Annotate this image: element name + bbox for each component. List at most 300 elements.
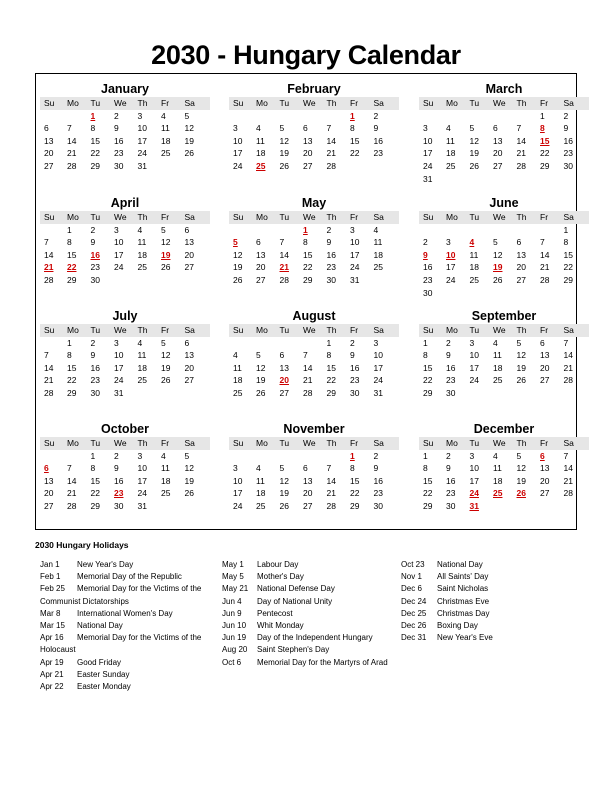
day-cell: 11 [256,135,265,146]
day-cell: 25 [233,387,243,398]
day-cell: 28 [540,274,550,285]
holiday-day-cell: 19 [161,249,171,260]
day-cell: 15 [350,135,360,146]
day-cell: 7 [303,350,308,361]
holiday-item [401,632,493,644]
day-cell: 6 [184,337,190,348]
weekday-label: Th [516,325,527,335]
weekday-label: Tu [90,98,101,108]
weekday-label: Tu [279,98,290,108]
day-cell: 29 [423,387,433,398]
week-row [229,450,399,463]
holiday-item [222,632,388,644]
day-cell: 13 [303,475,313,486]
holiday-day-cell: 22 [67,262,77,273]
day-cell: 24 [114,375,124,386]
day-cell: 7 [326,463,332,474]
weekday-label: Mo [67,212,79,222]
day-cell: 14 [44,362,54,373]
day-cell: 23 [373,488,383,499]
day-cell: 28 [67,160,77,171]
day-cell: 24 [373,375,383,386]
day-cell: 14 [303,362,313,373]
day-cell: 11 [161,123,170,134]
holiday-item [222,644,388,656]
holiday-date: Jun 4 [222,596,242,606]
holiday-item [40,669,201,681]
day-cell: 1 [563,224,569,235]
weekday-label: Su [233,98,244,108]
day-cell: 18 [137,249,147,260]
day-cell: 7 [279,237,285,248]
holiday-date: Apr 19 [40,657,64,667]
weekday-label: Th [137,98,148,108]
empty-cell [419,110,443,123]
day-cell: 29 [326,387,336,398]
week-row [40,224,210,237]
day-cell: 4 [233,350,238,361]
weekday-label: Tu [279,325,290,335]
holiday-item [222,583,388,595]
holiday-item [401,620,493,632]
month-name: April [110,196,140,210]
day-cell: 20 [303,488,313,499]
week-row [40,261,210,274]
day-cell: 20 [256,262,266,273]
day-cell: 31 [350,274,360,285]
month-december [419,421,589,513]
weekday-label: We [114,212,127,222]
weekday-label: Su [44,325,55,335]
week-row [419,487,589,500]
day-cell: 28 [516,160,526,171]
day-cell: 2 [423,237,428,248]
weekday-label: Fr [161,325,170,335]
day-cell: 7 [563,450,569,461]
day-cell: 11 [446,135,455,146]
week-row [40,249,210,262]
empty-cell [111,274,135,287]
holiday-name: Christmas Day [437,608,490,618]
day-cell: 1 [423,337,428,348]
weekday-label: Fr [350,325,359,335]
holiday-name: Easter Monday [77,682,131,692]
day-cell: 29 [67,274,77,285]
day-cell: 11 [256,475,265,486]
day-cell: 3 [446,237,451,248]
day-cell: 22 [90,488,100,499]
day-cell: 17 [469,362,479,373]
month-name: August [292,309,336,323]
weekday-label: We [493,438,506,448]
day-cell: 21 [540,262,550,273]
day-cell: 13 [184,350,194,361]
holiday-day-cell: 25 [493,488,503,499]
empty-cell [277,110,301,123]
day-cell: 30 [90,274,100,285]
week-row [419,450,589,463]
weekday-label: Tu [279,438,290,448]
day-cell: 24 [114,262,124,273]
week-row [229,500,399,513]
day-cell: 23 [326,262,336,273]
day-cell: 16 [423,262,433,273]
holiday-day-cell: 6 [540,450,545,461]
holiday-date: Feb 25 [40,584,65,594]
empty-cell [561,500,585,513]
week-row [419,462,589,475]
day-cell: 6 [303,463,308,474]
holiday-name: Christmas Eve [437,596,490,606]
month-april [40,195,210,287]
day-cell: 2 [326,224,332,235]
month-september [419,308,589,400]
day-cell: 24 [350,262,360,273]
holiday-day-cell: 19 [493,262,503,273]
day-cell: 13 [493,135,503,146]
weekday-label: We [114,98,127,108]
weekday-header [229,324,399,337]
holiday-date: Dec 31 [401,633,427,643]
day-cell: 10 [350,237,360,248]
weekday-label: Sa [373,212,384,222]
holiday-name: New Year's Day [77,560,134,569]
day-cell: 28 [279,274,289,285]
day-cell: 31 [423,173,433,184]
weekday-label: Su [233,438,244,448]
day-cell: 6 [540,337,545,348]
day-cell: 4 [256,463,261,474]
holiday-item [222,620,388,632]
week-row [419,274,589,287]
empty-cell [537,387,561,400]
holiday-day-cell: 15 [540,135,550,146]
weekday-label: Sa [563,438,574,448]
day-cell: 1 [540,110,545,121]
day-cell: 18 [233,375,243,386]
day-cell: 23 [423,274,433,285]
day-cell: 15 [423,362,433,373]
week-row [40,337,210,350]
holiday-item [40,559,201,571]
empty-cell [347,160,371,173]
weekday-label: Mo [256,325,268,335]
day-cell: 12 [516,350,526,361]
week-row [40,135,210,148]
day-cell: 26 [279,500,289,511]
day-cell: 1 [90,450,96,461]
day-cell: 23 [563,148,573,159]
day-cell: 6 [44,123,49,134]
day-cell: 6 [184,224,190,235]
day-cell: 30 [373,500,383,511]
day-cell: 2 [90,337,96,348]
day-cell: 4 [137,224,143,235]
holiday-date: Nov 1 [401,572,422,582]
week-row [40,274,210,287]
empty-cell [229,224,253,237]
day-cell: 2 [114,110,119,121]
day-cell: 15 [350,475,360,486]
day-cell: 15 [67,362,77,373]
day-cell: 22 [540,148,550,159]
day-cell: 1 [326,337,332,348]
holiday-date: Apr 21 [40,669,64,679]
month-january [40,81,210,173]
day-cell: 15 [326,362,336,373]
day-cell: 11 [469,249,479,260]
holiday-date: Jun 10 [222,621,247,631]
weekday-label: Mo [446,438,458,448]
empty-cell [229,337,253,350]
day-cell: 28 [563,488,573,499]
day-cell: 29 [67,387,77,398]
week-row [419,224,589,237]
month-name: May [301,196,327,210]
day-cell: 10 [114,237,124,248]
holiday-list-1 [40,559,201,693]
day-cell: 4 [493,337,498,348]
month-name: June [489,196,519,210]
day-cell: 16 [446,362,456,373]
holiday-day-cell: 1 [303,224,308,235]
day-cell: 12 [279,475,289,486]
holiday-list-2 [222,559,388,669]
weekday-label: Su [423,325,434,335]
day-cell: 8 [90,463,96,474]
empty-cell [253,224,277,237]
day-cell: 19 [279,488,289,499]
day-cell: 16 [350,362,360,373]
day-cell: 9 [350,350,355,361]
day-cell: 19 [516,362,526,373]
day-cell: 8 [423,350,428,361]
day-cell: 9 [563,123,569,134]
day-cell: 28 [563,375,573,386]
day-cell: 9 [373,123,379,134]
day-cell: 21 [326,488,336,499]
week-row [40,236,210,249]
day-cell: 3 [423,123,428,134]
day-cell: 10 [114,350,124,361]
day-cell: 12 [279,135,289,146]
empty-cell [443,224,467,237]
month-july [40,308,210,400]
week-row [419,387,589,400]
empty-cell [277,224,301,237]
month-may [229,195,399,287]
page-title: 2030 - Hungary Calendar [151,40,461,70]
day-cell: 6 [493,123,498,134]
empty-cell [300,450,324,463]
weekday-label: Fr [540,325,549,335]
weekday-label: Th [326,212,337,222]
day-cell: 4 [161,110,166,121]
day-cell: 17 [469,475,479,486]
day-cell: 27 [184,375,194,386]
day-cell: 19 [516,475,526,486]
holiday-day-cell: 20 [279,375,289,386]
empty-cell [514,224,538,237]
week-row [40,487,210,500]
day-cell: 24 [469,375,479,386]
weekday-label: Fr [540,98,549,108]
weekday-label: Mo [446,325,458,335]
week-row [40,374,210,387]
holiday-day-cell: 25 [256,160,266,171]
day-cell: 20 [184,362,194,373]
week-row [229,261,399,274]
empty-cell [490,500,514,513]
empty-cell [537,173,561,186]
day-cell: 5 [184,110,190,121]
day-cell: 13 [279,362,289,373]
day-cell: 10 [137,123,147,134]
day-cell: 16 [114,475,124,486]
day-cell: 18 [161,475,171,486]
week-row [419,160,589,173]
month-name: December [473,422,535,436]
holiday-name: Whit Monday [257,621,304,631]
day-cell: 17 [114,362,124,373]
day-cell: 21 [563,475,573,486]
weekday-label: Th [516,438,527,448]
empty-cell [300,110,324,123]
month-august [229,308,399,400]
day-cell: 20 [540,475,550,486]
weekday-label: Fr [161,438,170,448]
week-row [229,122,399,135]
day-cell: 14 [44,249,54,260]
day-cell: 21 [303,375,313,386]
day-cell: 25 [137,375,147,386]
holiday-name: Pentecost [257,608,293,618]
weekday-header [40,324,210,337]
day-cell: 26 [233,274,243,285]
empty-cell [64,110,88,123]
day-cell: 16 [326,249,336,260]
day-cell: 17 [350,249,360,260]
week-row [229,374,399,387]
week-row [229,160,399,173]
day-cell: 8 [90,123,96,134]
week-row [40,349,210,362]
week-row [40,500,210,513]
empty-cell [158,387,182,400]
day-cell: 20 [44,148,54,159]
holiday-name: Memorial Day for the Victims of the [77,633,202,643]
holiday-item [40,632,201,644]
week-row [229,337,399,350]
day-cell: 22 [326,375,336,386]
weekday-label: We [303,212,316,222]
holiday-date: May 21 [222,584,249,594]
holiday-date: May 5 [222,572,244,582]
empty-cell [490,287,514,300]
day-cell: 27 [303,500,313,511]
holiday-name: Easter Sunday [77,669,130,679]
day-cell: 8 [350,463,355,474]
weekday-label: Fr [350,438,359,448]
holiday-day-cell: 21 [279,262,289,273]
day-cell: 9 [373,463,379,474]
day-cell: 7 [540,237,545,248]
holiday-name: Good Friday [77,657,122,667]
empty-cell [490,224,514,237]
holiday-item [401,608,493,620]
day-cell: 3 [233,463,238,474]
empty-cell [537,224,561,237]
day-cell: 23 [373,148,383,159]
holiday-name: Boxing Day [437,621,478,631]
day-cell: 2 [350,337,355,348]
day-cell: 20 [540,362,550,373]
empty-cell [467,224,491,237]
month-name: March [485,82,523,96]
empty-cell [158,500,182,513]
day-cell: 22 [67,375,77,386]
weekday-label: Sa [184,98,195,108]
weekday-label: Mo [446,212,458,222]
day-cell: 12 [184,463,194,474]
day-cell: 2 [446,450,451,461]
day-cell: 10 [469,463,479,474]
weekday-label: Th [326,325,337,335]
empty-cell [158,160,182,173]
day-cell: 7 [563,337,569,348]
day-cell: 21 [67,488,77,499]
weekday-label: Su [423,438,434,448]
weekday-label: Th [137,438,148,448]
week-row [229,274,399,287]
day-cell: 24 [423,160,433,171]
day-cell: 8 [303,237,308,248]
week-row [229,110,399,123]
week-row [419,337,589,350]
holiday-day-cell: 21 [44,262,54,273]
empty-cell [324,450,348,463]
weekday-label: Mo [67,98,79,108]
day-cell: 27 [540,488,550,499]
week-row [229,349,399,362]
day-cell: 8 [67,237,72,248]
week-row [229,147,399,160]
day-cell: 19 [161,362,171,373]
day-cell: 15 [67,249,77,260]
day-cell: 12 [233,249,243,260]
holiday-name: New Year's Eve [437,633,493,643]
holiday-date: Jan 1 [40,560,60,569]
day-cell: 22 [303,262,313,273]
empty-cell [158,274,182,287]
empty-cell [135,387,159,400]
month-name: July [112,309,138,323]
day-cell: 20 [516,262,526,273]
day-cell: 6 [256,237,261,248]
day-cell: 4 [493,450,498,461]
weekday-label: Th [326,98,337,108]
day-cell: 24 [233,500,243,511]
day-cell: 19 [233,262,243,273]
empty-cell [229,110,253,123]
week-row [229,487,399,500]
day-cell: 4 [137,337,143,348]
holiday-name-continued: Holocaust [40,645,76,655]
holiday-day-cell: 1 [90,110,96,121]
weekday-label: Su [44,212,55,222]
weekday-label: Sa [373,438,384,448]
day-cell: 27 [540,375,550,386]
